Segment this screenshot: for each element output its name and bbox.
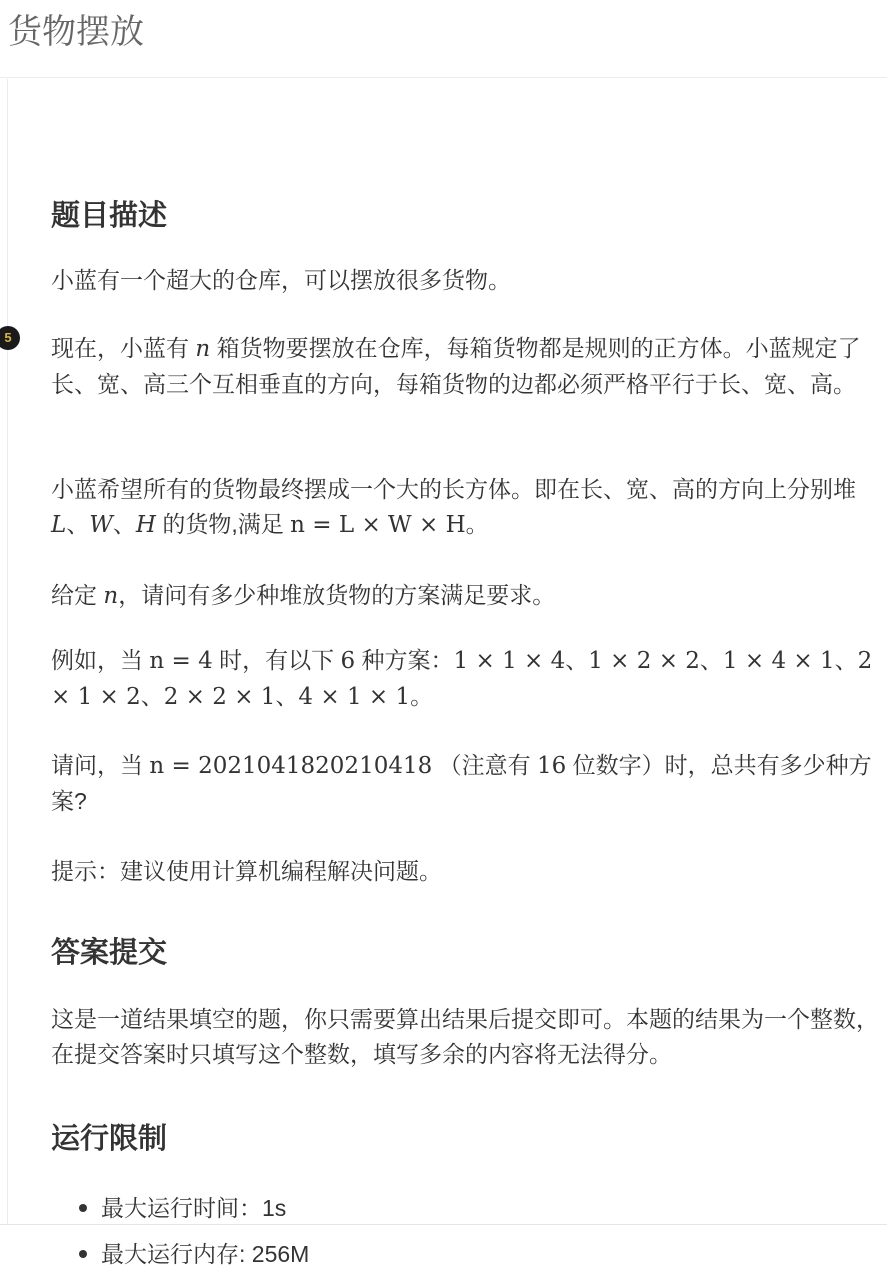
text-span: 箱货物要摆放在仓库，每箱货物都是规则的正方体。小蓝规定了长、宽、高三个互相垂直的方向，每箱货物的边都必须严格平行于长、宽、高。 xyxy=(51,335,861,397)
problem-paragraph-intro: 小蓝有一个超大的仓库，可以摆放很多货物。 xyxy=(51,267,511,293)
math-variable-n: n xyxy=(103,583,119,609)
problem-description-heading: 题目描述 xyxy=(51,200,168,232)
problem-paragraph-hint: 提示：建议使用计算机编程解决问题。 xyxy=(51,858,442,884)
list-item-label: 最大运行内存: 256M xyxy=(101,1241,310,1267)
math-number: 16 xyxy=(537,753,567,779)
math-equation: n = 2021041820210418 xyxy=(149,753,433,779)
answer-submission-text: 这是一道结果填空的题，你只需要算出结果后提交即可。本题的结果为一个整数，在提交答案时只填写这个整数，填写多余的内容将无法得分。 xyxy=(51,1006,879,1067)
text-span: 请问，当 xyxy=(51,752,150,778)
side-badge[interactable]: 5 xyxy=(0,326,20,350)
text-span: 、 xyxy=(112,511,136,537)
page-title: 货物摆放 xyxy=(8,13,144,51)
math-variable-L: L xyxy=(51,512,67,538)
bullet-icon xyxy=(79,1250,87,1258)
content-panel xyxy=(4,79,887,1267)
problem-paragraph-example xyxy=(51,643,889,715)
runtime-limits-heading: 运行限制 xyxy=(51,1123,168,1155)
text-span: 现在，小蓝有 xyxy=(51,335,196,361)
math-variable-H: H xyxy=(135,512,156,538)
runtime-limits-list xyxy=(77,1185,309,1277)
text-span: 。 xyxy=(465,511,489,537)
text-span: 例如，当 xyxy=(51,647,150,673)
math-solution-list: 1 × 1 × 4、1 × 2 × 2、1 × 4 × 1、2 × 1 × 2、2 × 2 × 1、4 × 1 × 1。 xyxy=(51,648,873,710)
problem-paragraph-question xyxy=(51,578,555,614)
math-formula: n = L × W × H xyxy=(290,512,466,538)
text-span: （注意有 xyxy=(432,752,538,778)
text-span: ，请问有多少种堆放货物的方案满足要求。 xyxy=(118,582,556,608)
math-number: 6 xyxy=(340,648,356,674)
list-item-label: 最大运行时间：1s xyxy=(101,1195,287,1221)
text-span: 时，有以下 xyxy=(212,647,341,673)
bullet-icon xyxy=(79,1204,87,1212)
problem-paragraph-cuboid xyxy=(51,472,889,543)
problem-paragraph-boxes xyxy=(51,331,889,402)
text-span: 的货物,满足 xyxy=(155,511,291,537)
math-equation: n = 4 xyxy=(149,648,213,674)
text-span: 种方案： xyxy=(355,647,454,673)
math-variable-W: W xyxy=(89,512,113,538)
list-item xyxy=(77,1231,309,1277)
text-span: 、 xyxy=(66,511,90,537)
bottom-divider xyxy=(0,1224,887,1225)
text-span: 小蓝希望所有的货物最终摆成一个大的长方体。即在长、宽、高的方向上分别堆 xyxy=(51,476,856,502)
text-span: 位数字）时，总共有多少种方案? xyxy=(51,752,872,814)
problem-paragraph-target xyxy=(51,748,889,819)
text-span: 给定 xyxy=(51,582,104,608)
title-bar xyxy=(0,0,887,78)
math-variable-n: n xyxy=(195,336,211,362)
answer-submission-heading: 答案提交 xyxy=(51,937,168,969)
